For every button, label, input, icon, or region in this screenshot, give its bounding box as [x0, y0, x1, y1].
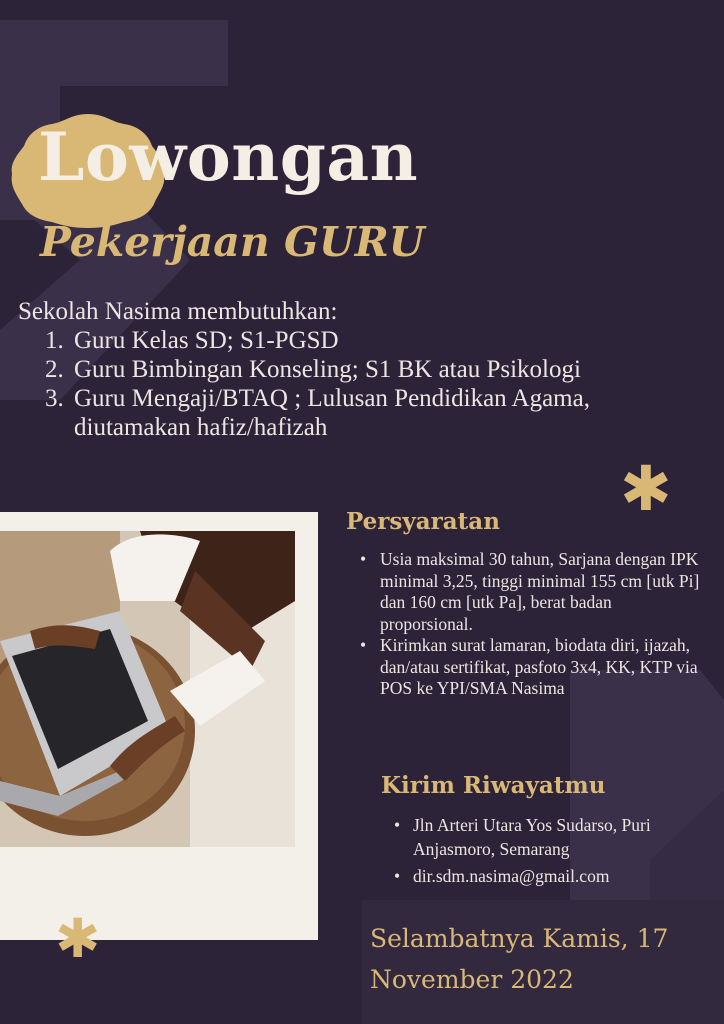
position-item: 2. Guru Bimbingan Konseling; S1 BK atau Psikologi [70, 355, 708, 384]
asterisk-icon: ✱ [55, 907, 101, 970]
deadline-text: Selambatnya Kamis, 17 November 2022 [370, 924, 669, 994]
position-item: 1. Guru Kelas SD; S1-PGSD [70, 326, 708, 355]
position-item: 3. Guru Mengaji/BTAQ ; Lulusan Pendidikan Agama, diutamakan hafiz/hafizah [70, 384, 708, 442]
intro-text: Sekolah Nasima membutuhkan: [18, 298, 338, 325]
email-item[interactable]: • dir.sdm.nasima@gmail.com [392, 864, 712, 888]
poster-subtitle: Pekerjaan GURU [40, 218, 425, 266]
requirement-item: • Kirimkan surat lamaran, biodata diri, ijazah, dan/atau sertifikat, pasfoto 3x4, KK, KTP via POS ke YPI/SMA Nasima [358, 635, 708, 700]
positions-list [18, 326, 708, 442]
asterisk-icon: ✱ [620, 452, 672, 525]
send-list [392, 813, 712, 891]
requirements-heading: Persyaratan [346, 508, 500, 535]
address-item: • Jln Arteri Utara Yos Sudarso, Puri Anjasmoro, Semarang [392, 813, 712, 861]
send-heading: Kirim Riwayatmu [381, 772, 606, 799]
laptop-photo [0, 531, 295, 847]
requirement-item: • Usia maksimal 30 tahun, Sarjana dengan IPK minimal 3,25, tinggi minimal 155 cm [utk Pi] dan 160 cm [utk Pa], berat badan proporsional. [358, 549, 708, 635]
requirements-list [358, 549, 708, 700]
intro-section [18, 297, 708, 442]
poster-title: Lowongan [38, 118, 419, 196]
